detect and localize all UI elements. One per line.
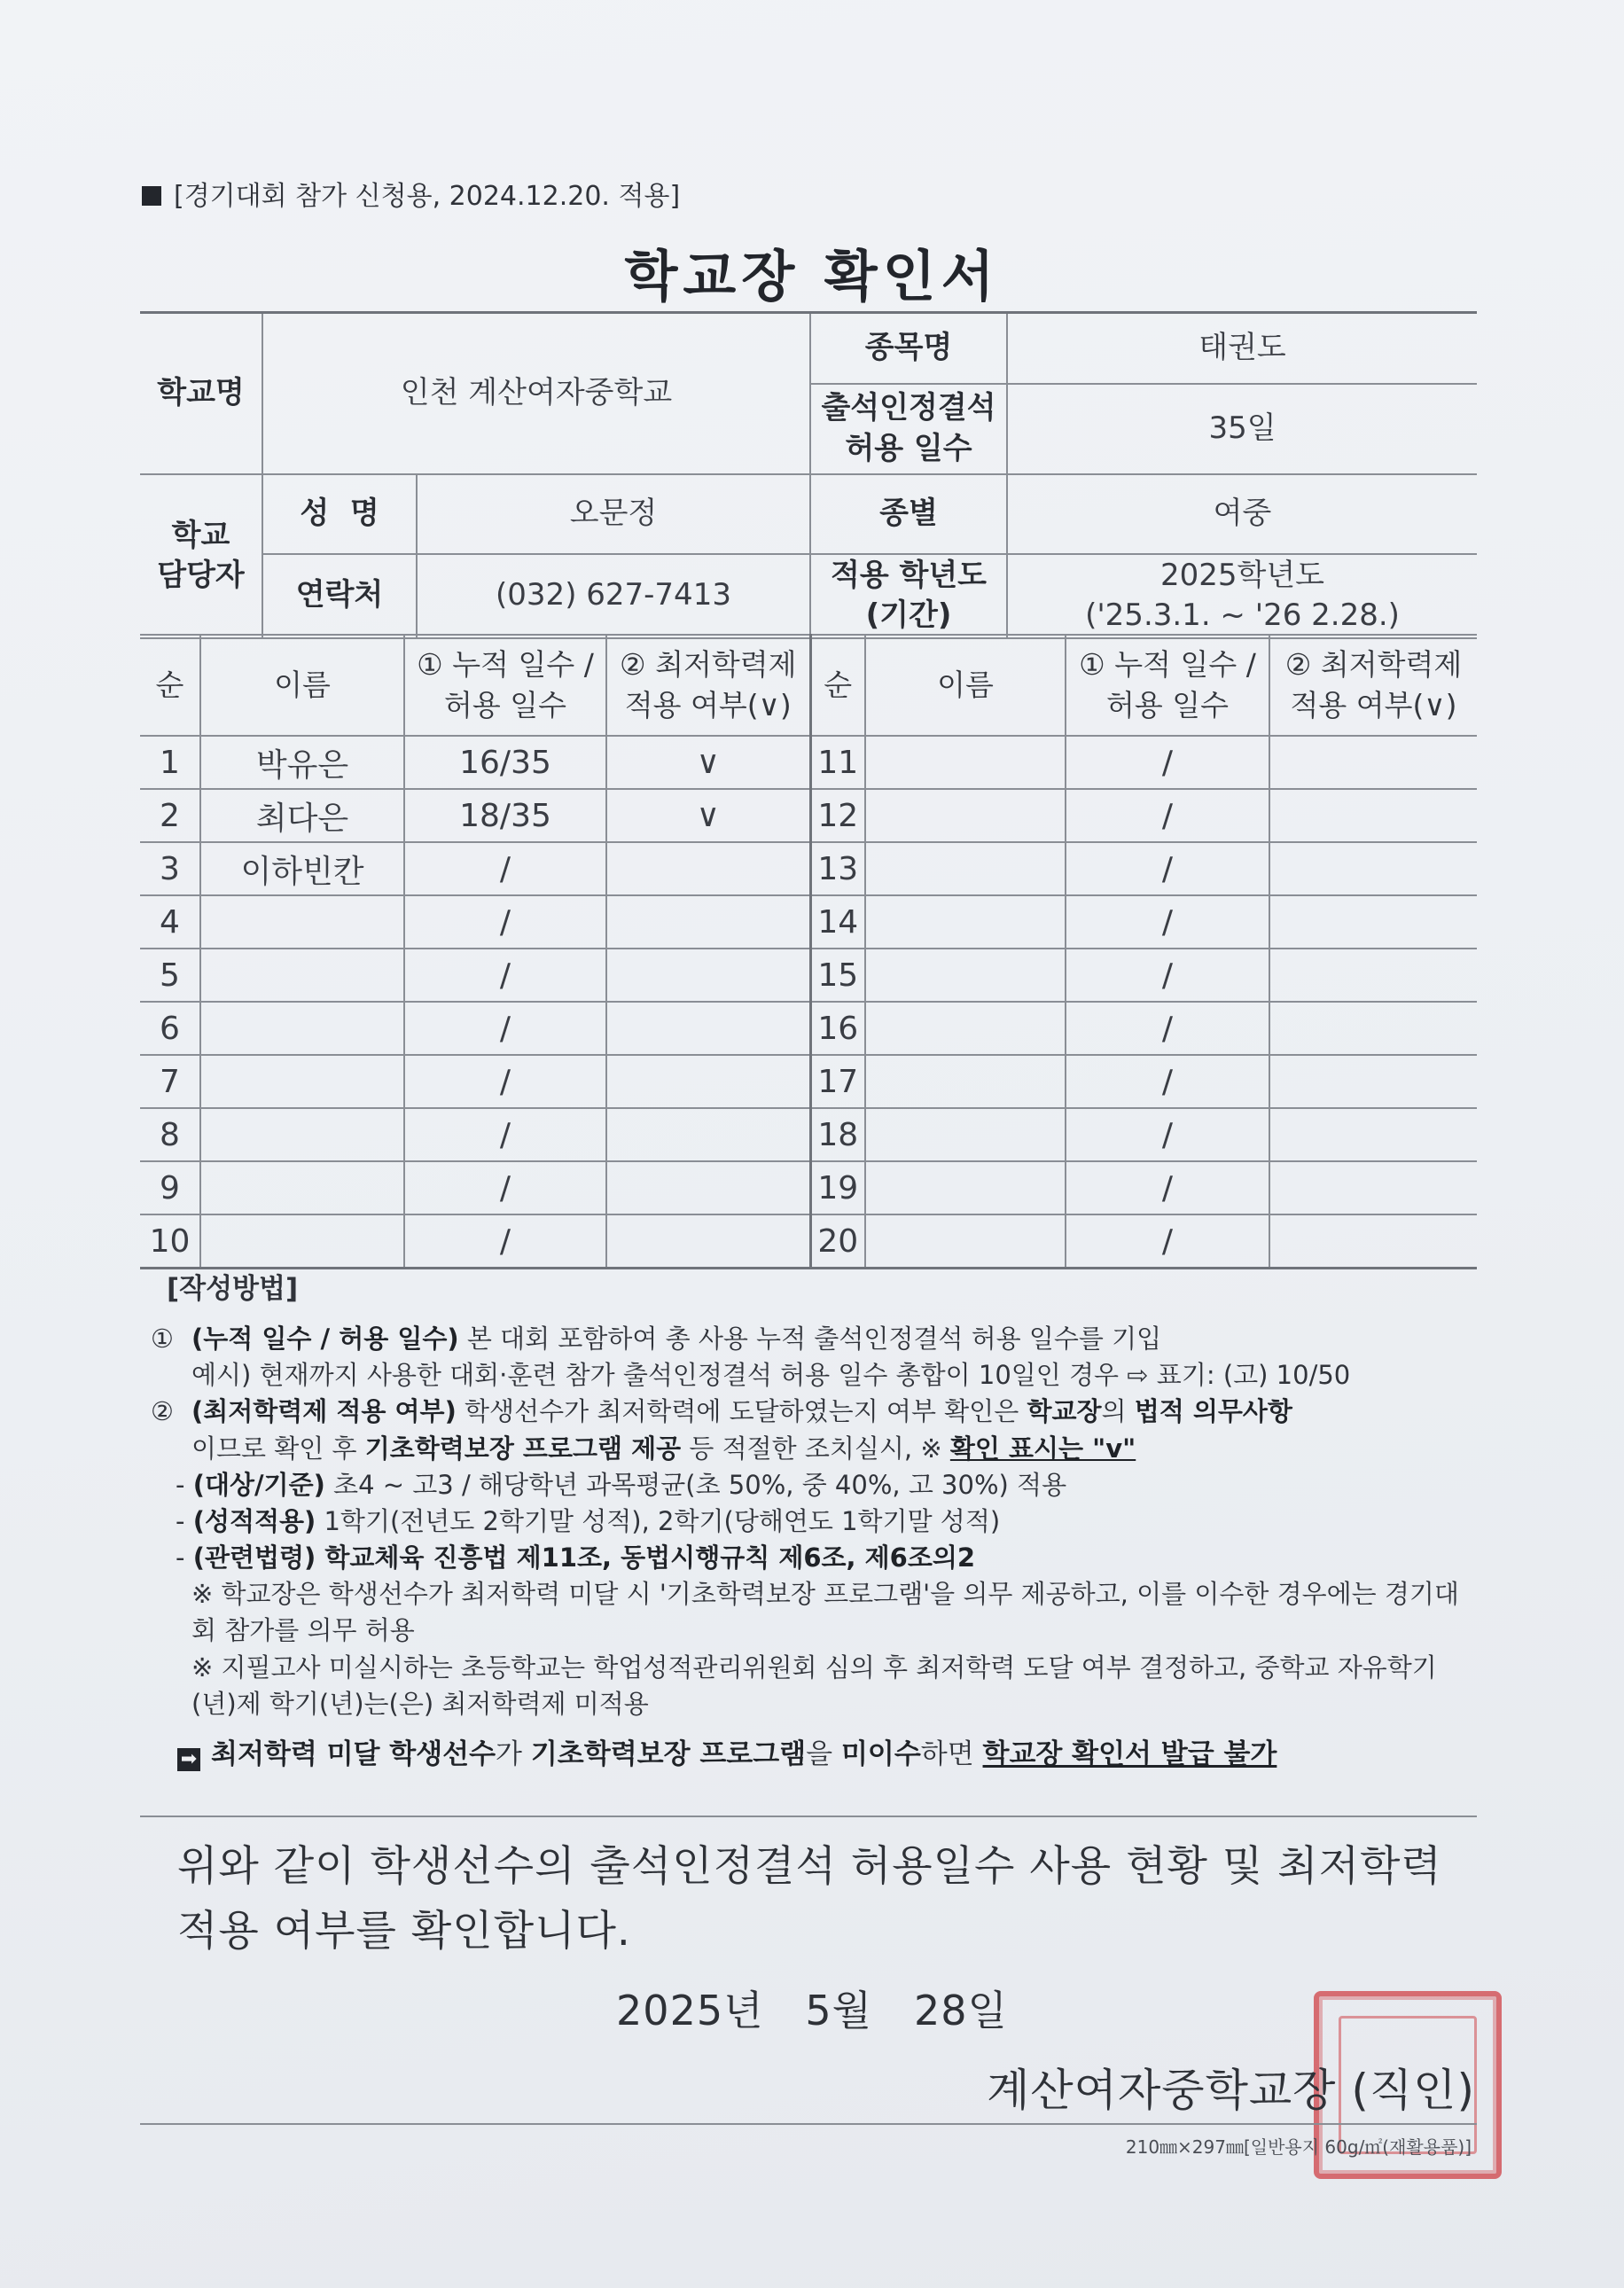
row-no: 5 bbox=[140, 949, 200, 1002]
header-name: 이름 bbox=[865, 635, 1066, 736]
row-days: / bbox=[404, 1108, 606, 1161]
event-label: 종목명 bbox=[810, 313, 1007, 384]
law-line: - (관련법령) 학교체육 진흥법 제11조, 동법시행규칙 제6조, 제6조의2 bbox=[176, 1542, 976, 1573]
row-days: / bbox=[404, 1214, 606, 1269]
header-days: ① 누적 일수 / 허용 일수 bbox=[1066, 635, 1269, 736]
row-days: 18/35 bbox=[404, 789, 606, 842]
instruction-example: 예시) 현재까지 사용한 대회·훈련 참가 출석인정결석 허용 일수 총합이 10일인 경우 ⇨ 표기: (고) 10/50 bbox=[191, 1360, 1351, 1391]
row-check bbox=[606, 1002, 810, 1055]
row-no: 17 bbox=[810, 1055, 865, 1108]
row-days: / bbox=[1066, 842, 1269, 895]
row-name bbox=[200, 1214, 404, 1269]
row-no: 10 bbox=[140, 1214, 200, 1269]
header-check: ② 최저학력제 적용 여부(∨) bbox=[1269, 635, 1477, 736]
row-check bbox=[606, 842, 810, 895]
row-name bbox=[865, 949, 1066, 1002]
row-check bbox=[1269, 1214, 1477, 1269]
row-days: / bbox=[1066, 789, 1269, 842]
table-row bbox=[140, 842, 1477, 895]
row-check bbox=[606, 1055, 810, 1108]
row-name bbox=[865, 1214, 1066, 1269]
note-1: ※ 학교장은 학생선수가 최저학력 미달 시 '기초학력보장 프로그램'을 의무 제공하고, 이를 이수한 경우에는 경기대회 참가를 의무 허용 bbox=[191, 1579, 1459, 1646]
row-check bbox=[606, 949, 810, 1002]
row-no: 8 bbox=[140, 1108, 200, 1161]
category-value: 여중 bbox=[1007, 474, 1477, 554]
row-no: 15 bbox=[810, 949, 865, 1002]
confirmation-text: 위와 같이 학생선수의 출석인정결석 허용일수 사용 현황 및 최저학력 적용 여부를 확인합니다. bbox=[177, 1842, 1442, 1956]
row-no: 2 bbox=[140, 789, 200, 842]
form-note: [경기대회 참가 신청용, 2024.12.20. 적용] bbox=[142, 174, 680, 213]
note-2: ※ 지필고사 미실시하는 초등학교는 학업성적관리위원회 심의 후 최저학력 도달 여부 결정하고, 중학교 자유학기(년)제 학기(년)는(은) 최저학력제 미적용 bbox=[191, 1652, 1437, 1719]
row-check: ∨ bbox=[606, 736, 810, 789]
contact-label: 연락처 bbox=[262, 554, 417, 639]
table-row bbox=[140, 949, 1477, 1002]
row-check bbox=[1269, 736, 1477, 789]
square-bullet-icon bbox=[142, 186, 161, 206]
allowed-days-value: 35일 bbox=[1007, 384, 1477, 474]
arrow-box-icon: ➡ bbox=[177, 1748, 200, 1771]
row-name bbox=[865, 1108, 1066, 1161]
table-row bbox=[140, 1214, 1477, 1269]
instruction-item-1: ① (누적 일수 / 허용 일수) 본 대회 포함하여 총 사용 누적 출석인정결석 허용 일수를 기입 bbox=[151, 1324, 1162, 1355]
row-check: ∨ bbox=[606, 789, 810, 842]
row-check bbox=[606, 1214, 810, 1269]
row-name: 박유은 bbox=[200, 736, 404, 789]
row-days: / bbox=[404, 1055, 606, 1108]
table-row bbox=[140, 1055, 1477, 1108]
header-check: ② 최저학력제 적용 여부(∨) bbox=[606, 635, 810, 736]
row-name: 이하빈칸 bbox=[200, 842, 404, 895]
row-days: / bbox=[1066, 1002, 1269, 1055]
student-list-table bbox=[140, 634, 1477, 1269]
instructions-heading: [작성방법] bbox=[167, 1273, 299, 1305]
year-label: 적용 학년도 (기간) bbox=[810, 554, 1007, 639]
instruction-item-2-cont: 이므로 확인 후 기초학력보장 프로그램 제공 등 적절한 조치실시, ※ 확인 표시는 "v" bbox=[191, 1433, 1136, 1464]
table-row bbox=[140, 1161, 1477, 1214]
divider-bottom bbox=[140, 2123, 1477, 2125]
document-title: 학교장 확인서 bbox=[624, 244, 1000, 308]
row-check bbox=[1269, 789, 1477, 842]
row-no: 7 bbox=[140, 1055, 200, 1108]
row-check bbox=[1269, 949, 1477, 1002]
info-table bbox=[140, 311, 1477, 639]
row-no: 13 bbox=[810, 842, 865, 895]
row-days: / bbox=[1066, 736, 1269, 789]
table-row bbox=[140, 736, 1477, 789]
row-check bbox=[606, 895, 810, 949]
row-days: 16/35 bbox=[404, 736, 606, 789]
instruction-item-2: ② (최저학력제 적용 여부) 학생선수가 최저학력에 도달하였는지 여부 확인은 학교장의 법적 의무사항 bbox=[151, 1396, 1292, 1427]
school-value: 인천 계산여자중학교 bbox=[262, 313, 810, 474]
category-label: 종별 bbox=[810, 474, 1007, 554]
issue-date: 2025년 5월 28일 bbox=[616, 1987, 1008, 2034]
table-row bbox=[140, 789, 1477, 842]
row-name bbox=[865, 1002, 1066, 1055]
row-days: / bbox=[404, 895, 606, 949]
row-check bbox=[1269, 1002, 1477, 1055]
row-check bbox=[606, 1161, 810, 1214]
row-name bbox=[200, 1108, 404, 1161]
row-no: 1 bbox=[140, 736, 200, 789]
table-row bbox=[140, 1108, 1477, 1161]
row-no: 9 bbox=[140, 1161, 200, 1214]
row-no: 20 bbox=[810, 1214, 865, 1269]
row-no: 6 bbox=[140, 1002, 200, 1055]
row-name bbox=[865, 895, 1066, 949]
final-warning: ➡ 최저학력 미달 학생선수가 기초학력보장 프로그램을 미이수하면 학교장 확인서 발급 불가 bbox=[177, 1735, 1480, 1774]
row-check bbox=[1269, 842, 1477, 895]
row-name bbox=[865, 842, 1066, 895]
row-no: 12 bbox=[810, 789, 865, 842]
row-days: / bbox=[1066, 949, 1269, 1002]
year-value: 2025학년도 ('25.3.1. ~ '26 2.28.) bbox=[1007, 554, 1477, 639]
instructions-section bbox=[151, 1269, 1480, 1774]
event-value: 태권도 bbox=[1007, 313, 1477, 384]
row-no: 18 bbox=[810, 1108, 865, 1161]
row-check bbox=[1269, 1108, 1477, 1161]
signer: 계산여자중학교장 (직인) bbox=[987, 2065, 1475, 2116]
header-name: 이름 bbox=[200, 635, 404, 736]
row-days: / bbox=[1066, 895, 1269, 949]
header-no: 순 bbox=[140, 635, 200, 736]
header-no: 순 bbox=[810, 635, 865, 736]
row-name bbox=[200, 949, 404, 1002]
paper-spec: 210㎜×297㎜[일반용지 60g/㎡(재활용품)] bbox=[1125, 2136, 1472, 2158]
allowed-days-label: 출석인정결석 허용 일수 bbox=[810, 384, 1007, 474]
table-row bbox=[140, 895, 1477, 949]
row-no: 16 bbox=[810, 1002, 865, 1055]
row-days: / bbox=[404, 1002, 606, 1055]
row-check bbox=[606, 1108, 810, 1161]
row-days: / bbox=[404, 1161, 606, 1214]
row-days: / bbox=[404, 949, 606, 1002]
row-name bbox=[200, 1055, 404, 1108]
row-days: / bbox=[1066, 1214, 1269, 1269]
row-no: 19 bbox=[810, 1161, 865, 1214]
manager-label: 학교 담당자 bbox=[140, 474, 262, 639]
row-no: 11 bbox=[810, 736, 865, 789]
row-check bbox=[1269, 1161, 1477, 1214]
name-value: 오문정 bbox=[417, 474, 810, 554]
header-days: ① 누적 일수 / 허용 일수 bbox=[404, 635, 606, 736]
table-row bbox=[140, 1002, 1477, 1055]
criteria-line: - (대상/기준) 초4 ~ 고3 / 해당학년 과목평균(초 50%, 중 40%, 고 30%) 적용 bbox=[176, 1469, 1067, 1500]
row-name bbox=[200, 895, 404, 949]
row-no: 4 bbox=[140, 895, 200, 949]
school-label: 학교명 bbox=[140, 313, 262, 474]
row-name bbox=[865, 1055, 1066, 1108]
grades-line: - (성적적용) 1학기(전년도 2학기말 성적), 2학기(당해연도 1학기말 성적) bbox=[176, 1505, 1001, 1536]
row-name bbox=[865, 736, 1066, 789]
row-name bbox=[200, 1161, 404, 1214]
name-label: 성 명 bbox=[262, 474, 417, 554]
row-no: 14 bbox=[810, 895, 865, 949]
row-name: 최다은 bbox=[200, 789, 404, 842]
row-days: / bbox=[1066, 1055, 1269, 1108]
row-name bbox=[200, 1002, 404, 1055]
row-days: / bbox=[1066, 1161, 1269, 1214]
contact-value: (032) 627-7413 bbox=[417, 554, 810, 639]
row-check bbox=[1269, 1055, 1477, 1108]
row-name bbox=[865, 1161, 1066, 1214]
row-days: / bbox=[1066, 1108, 1269, 1161]
row-check bbox=[1269, 895, 1477, 949]
row-name bbox=[865, 789, 1066, 842]
row-days: / bbox=[404, 842, 606, 895]
row-no: 3 bbox=[140, 842, 200, 895]
divider-top bbox=[140, 1816, 1477, 1817]
